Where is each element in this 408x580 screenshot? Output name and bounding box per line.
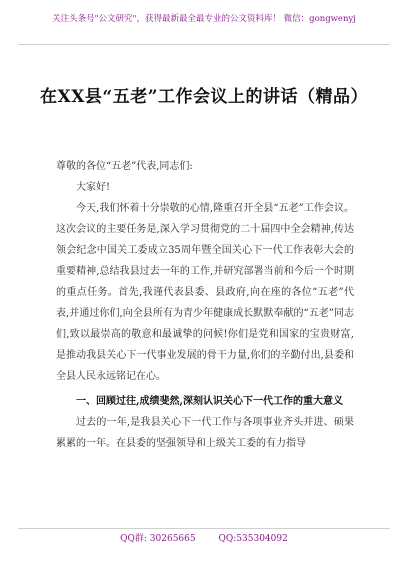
header-banner: 关注头条号"公文研究"，获得最新最全最专业的公文资料库！ 微信：gongwenyj [52,14,356,24]
document-body [56,156,354,454]
paragraph-2: 过去的一年,是我县关心下一代工作与各项事业齐头并进、硕果累累的一年。在县委的坚强领导和上级关工委的有力指导 [56,417,354,449]
paragraph-1: 今天,我们怀着十分崇敬的心情,隆重召开全县“五老”工作会议。这次会议的主要任务是,深入学习贯彻党的二十届四中全会精神,传达领会纪念中国关工委成立35周年暨全国关心下一代工作表彰大会的重要精神,总结我县过去一年的工作,并研究部署当前和今后一个时期的重点任务。首先,我谨代表县委、县政府,向在座的各位“五老”代表,并通过你们,向全县所有为青少年健康成长默默奉献的“五老”同志们,致以最崇高的敬意和最诚挚的问候!你们是党和国家的宝贵财富,是推动我县关心下一代事业发展的骨干力量,你们的辛勤付出,县委和全县人民永远铭记在心。 [56,203,354,382]
footer-qq: QQ:535304092 [218,534,288,544]
footer-divider [18,528,390,529]
section-heading-1: 一、回顾过往,成绩斐然,深刻认识关心下一代工作的重大意义 [76,396,343,407]
footer [0,532,408,546]
footer-qq-group: QQ群: 30265665 [120,534,196,544]
salutation: 尊敬的各位“五老”代表,同志们: [56,161,193,172]
greeting: 大家好! [76,182,111,193]
document-title: 在XX县“五老”工作会议上的讲话（精品） [40,87,368,107]
header-divider [18,44,390,45]
